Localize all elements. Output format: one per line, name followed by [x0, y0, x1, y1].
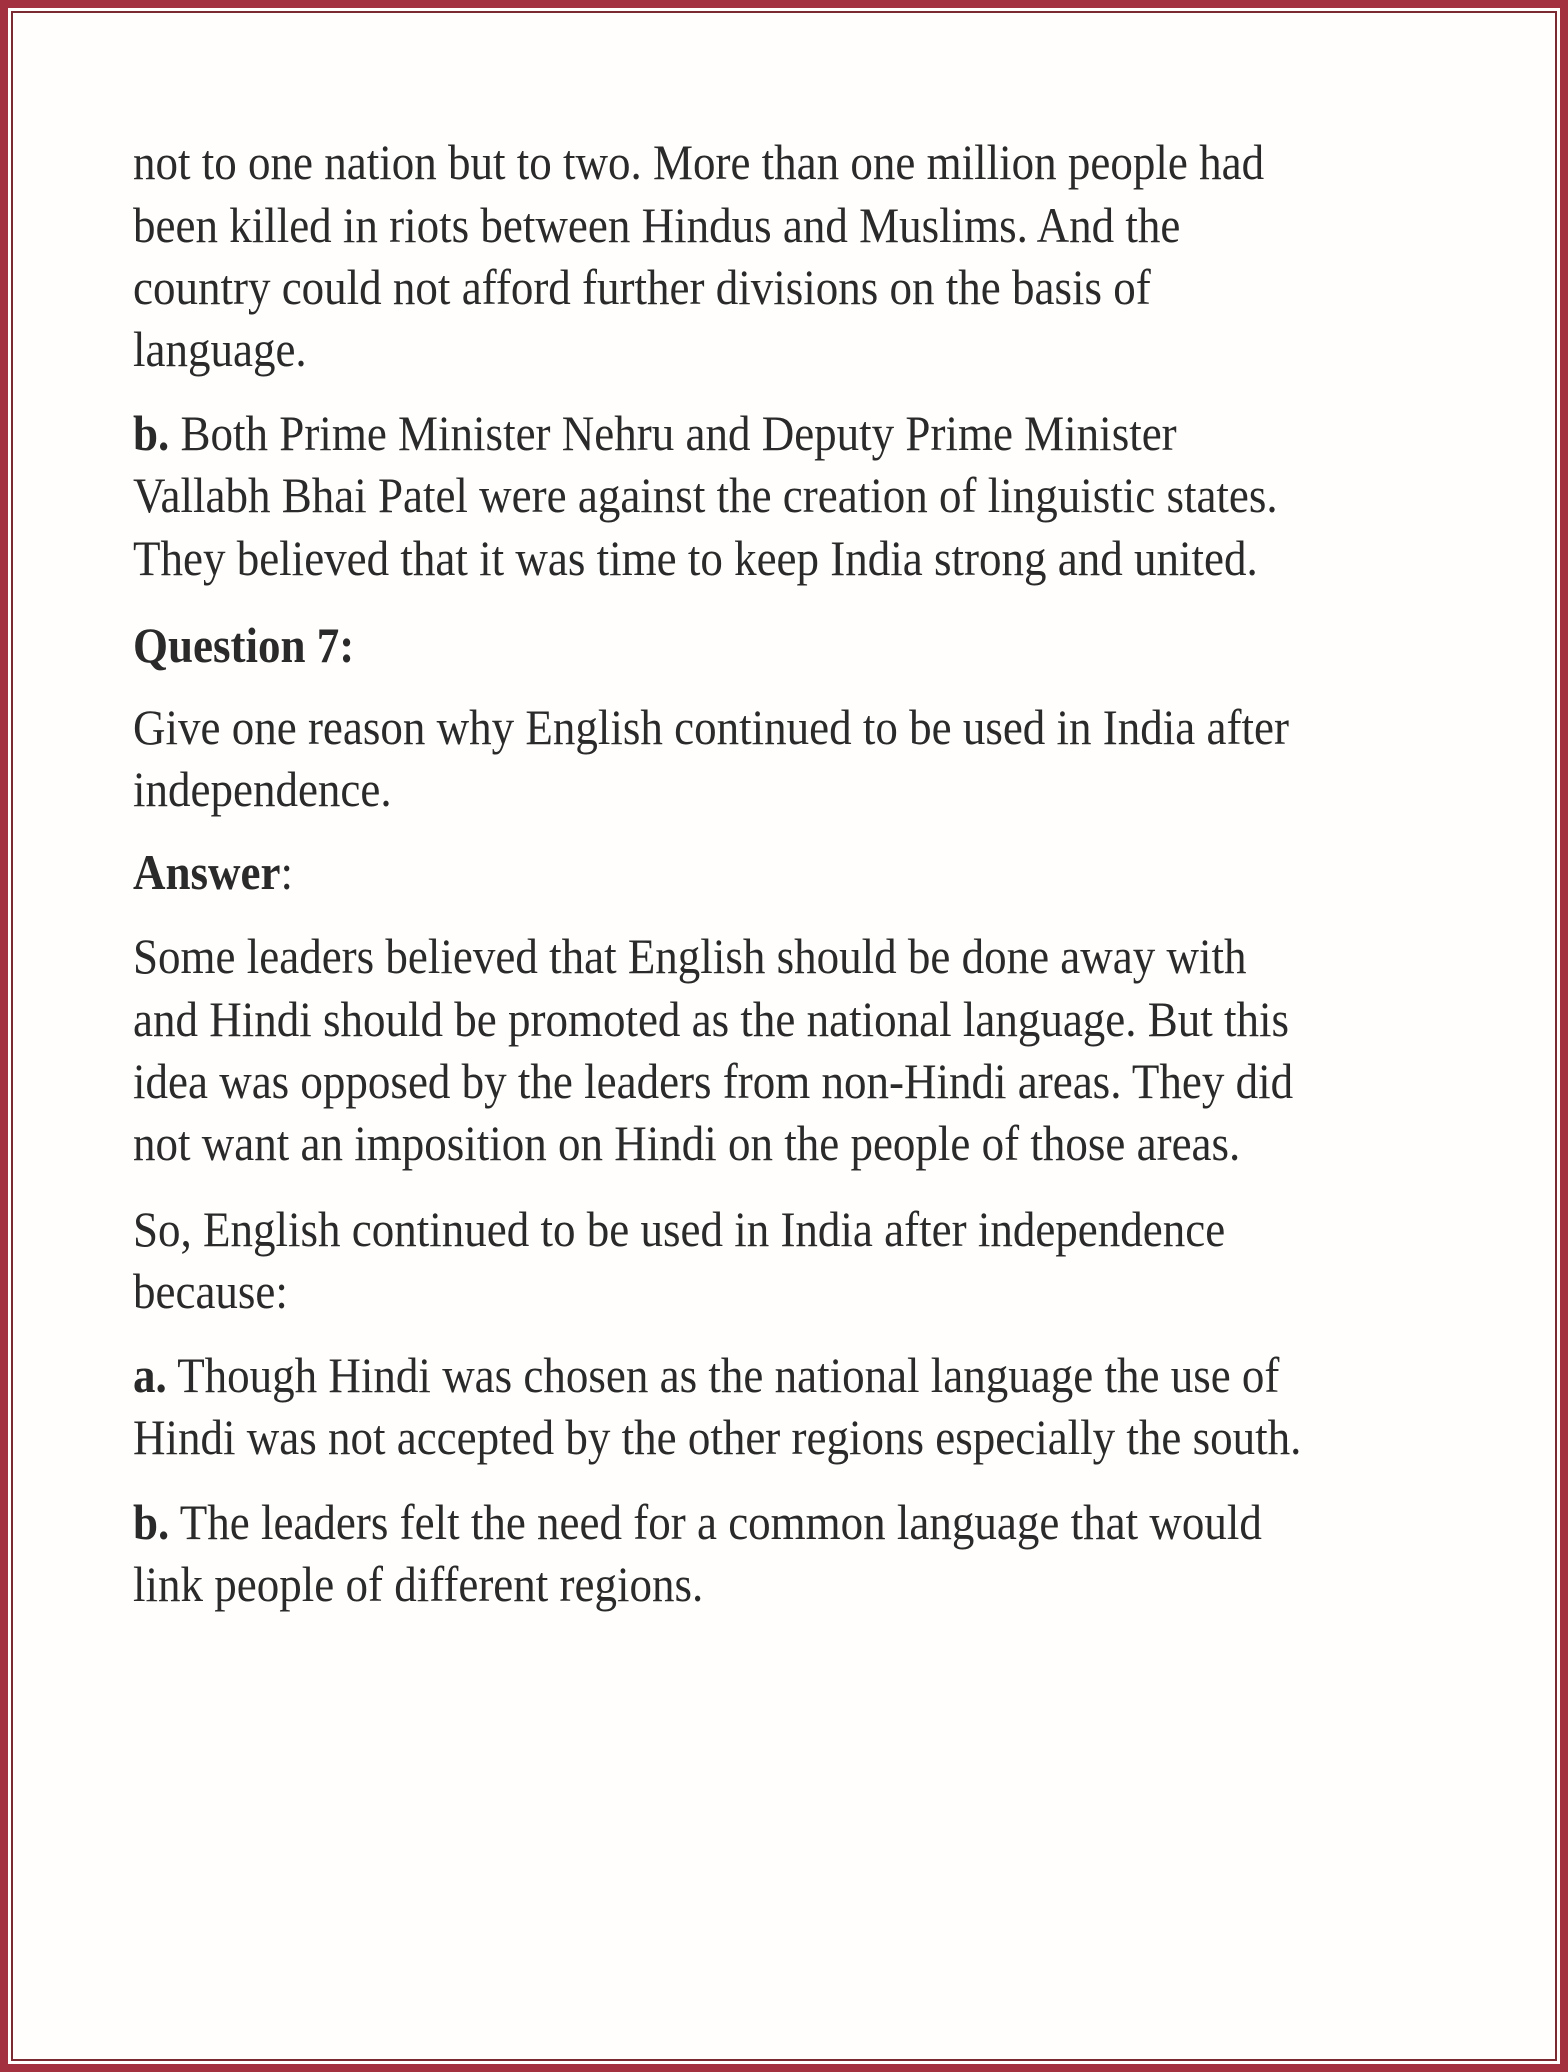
- colon: :: [280, 844, 294, 900]
- question-text: independence.: [133, 761, 392, 817]
- answer-point-a: [133, 1344, 1279, 1406]
- text-line: idea was opposed by the leaders from non-Hindi areas. They did: [133, 1053, 1294, 1109]
- answer-point-b: [133, 1491, 1262, 1553]
- answer-label: Answer: [133, 844, 281, 900]
- text: Both Prime Minister Nehru and Deputy Prime Minister: [180, 405, 1177, 461]
- text-line: and Hindi should be promoted as the national language. But this: [133, 991, 1290, 1047]
- question-heading: Question 7:: [133, 617, 355, 673]
- text-line: not to one nation but to two. More than one million people had: [133, 134, 1265, 190]
- text: Though Hindi was chosen as the national language the use of: [177, 1347, 1280, 1403]
- text-line: been killed in riots between Hindus and Muslims. And the: [133, 197, 1181, 253]
- text-line: Some leaders believed that English should be done away with: [133, 928, 1247, 984]
- text-line: Vallabh Bhai Patel were against the creation of linguistic states.: [133, 467, 1278, 523]
- text: The leaders felt the need for a common language that would: [179, 1494, 1262, 1550]
- answer-heading: [133, 841, 293, 903]
- text-line: language.: [133, 321, 307, 377]
- text-line: So, English continued to be used in India after independence: [133, 1201, 1226, 1257]
- answer-point-b: [133, 402, 1177, 464]
- text-line: because:: [133, 1263, 288, 1319]
- point-marker: b.: [133, 405, 170, 461]
- text-line: They believed that it was time to keep India strong and united.: [133, 530, 1258, 586]
- question-text: Give one reason why English continued to be used in India after: [133, 699, 1289, 755]
- text-line: not want an imposition on Hindi on the people of those areas.: [133, 1115, 1241, 1171]
- text-line: country could not afford further divisions on the basis of: [133, 259, 1151, 315]
- point-marker: b.: [133, 1494, 170, 1550]
- text-line: link people of different regions.: [133, 1556, 704, 1612]
- text-line: Hindi was not accepted by the other regions especially the south.: [133, 1409, 1302, 1465]
- point-marker: a.: [133, 1347, 167, 1403]
